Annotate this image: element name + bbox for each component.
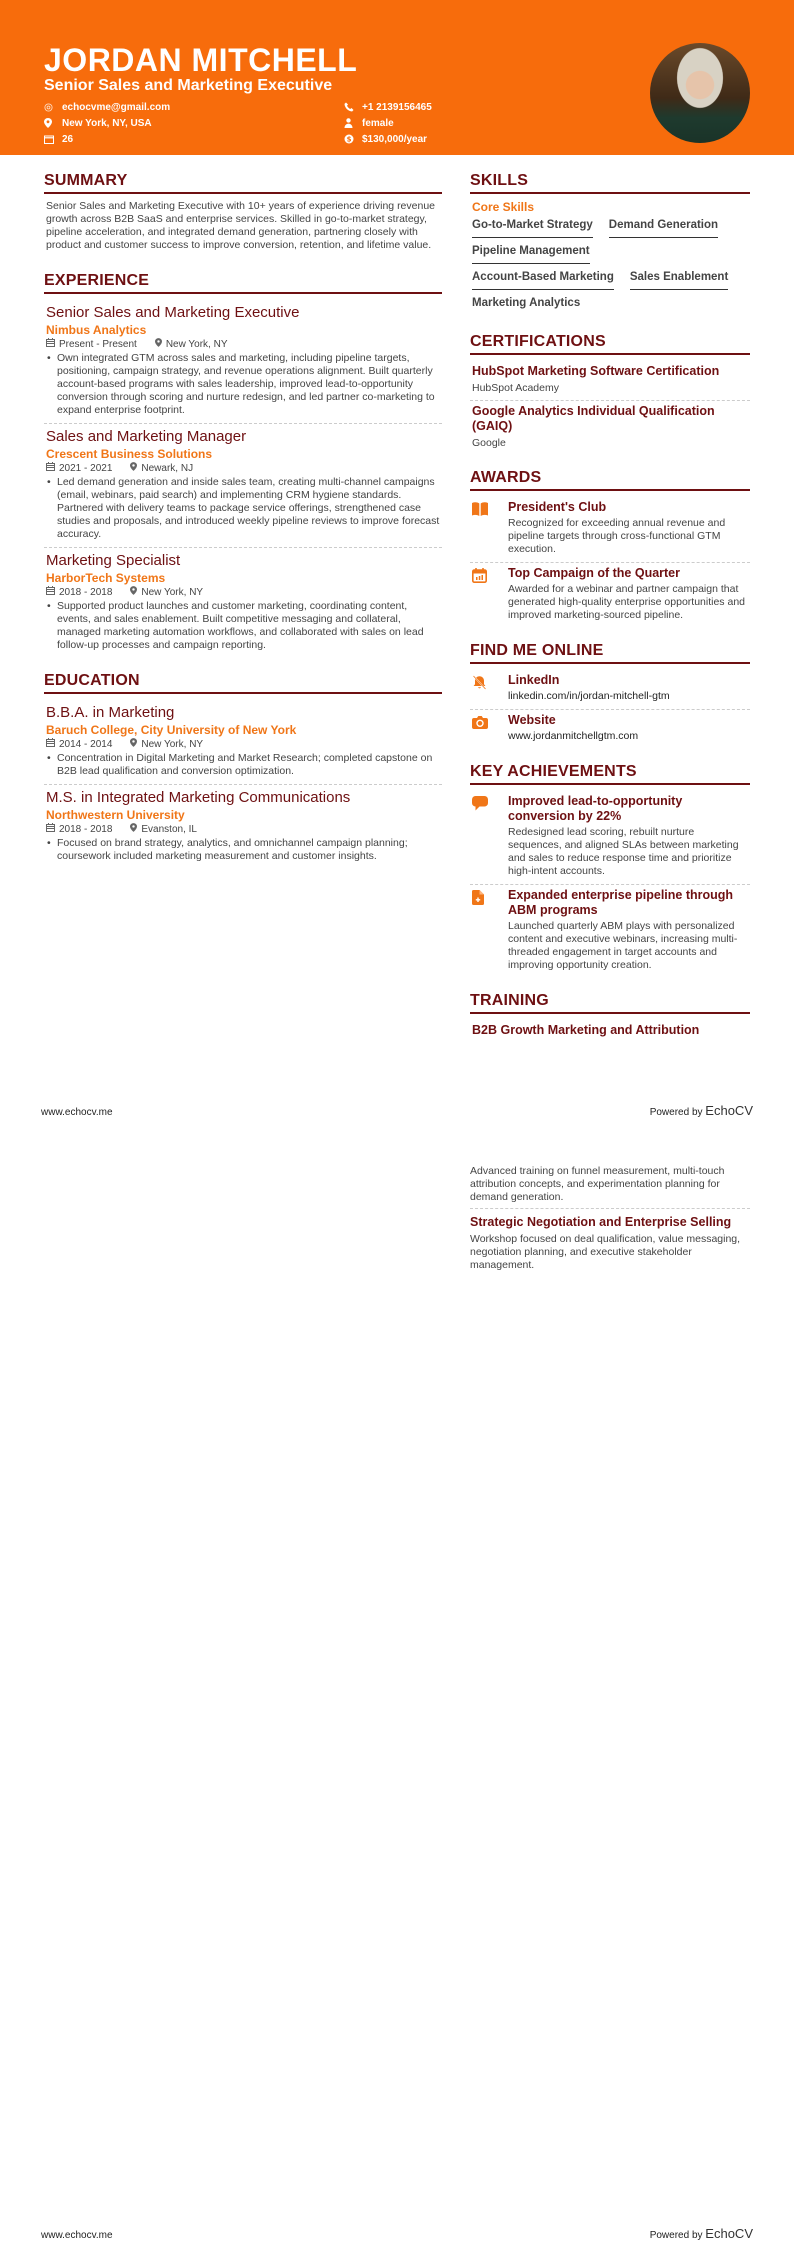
left-column [44, 172, 442, 883]
summary-text: Senior Sales and Marketing Executive with 10+ years of experience driving revenue growth across B2B SaaS and enterprise services. Skilled in go-to-market strategy, pipeline acceleration, and integrated demand generation, partnering closely with product and customer success to improve conversion, retention, and lifetime value. [46, 200, 436, 251]
experience-section [44, 272, 442, 658]
skills-section [470, 172, 750, 319]
date-range: Present - Present [59, 339, 137, 350]
footer-brand[interactable]: EchoCV [705, 1103, 753, 1118]
find-me-online-section [470, 642, 750, 749]
calendar-icon [46, 586, 55, 599]
skill-tag: Pipeline Management [472, 242, 590, 264]
experience-entry [44, 300, 442, 424]
page-footer [41, 2226, 753, 2241]
skill-tag: Marketing Analytics [472, 297, 581, 309]
footer-powered-by: Powered by EchoCV [649, 2226, 753, 2241]
company-name: Nimbus Analytics [46, 323, 147, 337]
institution: Northwestern University [46, 808, 185, 822]
certification-title: HubSpot Marketing Software Certification [472, 364, 720, 378]
skill-tag: Account-Based Marketing [472, 268, 614, 290]
dollar-circle-icon [344, 134, 362, 144]
summary-section [44, 172, 442, 252]
section-heading: TRAINING [470, 992, 750, 1014]
camera-icon [472, 713, 508, 743]
training-overflow [470, 1165, 750, 1272]
calendar-chart-icon [472, 566, 508, 622]
experience-entry [44, 424, 442, 548]
award-description: Recognized for exceeding annual revenue and pipeline targets through cross-functional GTM execution. [508, 517, 726, 555]
book-open-icon [472, 500, 508, 556]
training-description: Workshop focused on deal qualification, value messaging, negotiation planning, and executive stakeholder management. [470, 1233, 741, 1271]
institution: Baruch College, City University of New York [46, 723, 297, 737]
job-title: Marketing Specialist [46, 552, 181, 569]
svg-text:$: $ [346, 135, 352, 144]
contact-salary: $ $130,000/year [344, 131, 432, 147]
online-profile-entry[interactable] [470, 710, 750, 749]
candidate-name: JORDAN MITCHELL [44, 42, 358, 78]
footer-site-link[interactable]: www.echocv.me [41, 2230, 113, 2241]
certification-entry [470, 361, 750, 401]
contact-email[interactable]: echocvme@gmail.com [44, 99, 170, 115]
certification-entry [470, 401, 750, 455]
profile-link[interactable]: www.jordanmitchellgtm.com [508, 730, 639, 742]
profile-photo [650, 43, 750, 143]
training-title: Strategic Negotiation and Enterprise Selling [470, 1215, 732, 1229]
award-entry [470, 497, 750, 563]
at-icon [44, 103, 62, 112]
candidate-title: Senior Sales and Marketing Executive [44, 77, 333, 94]
award-description: Awarded for a webinar and partner campaign that generated high-quality enterprise opportunities and improved marketing-sourced pipeline. [508, 583, 745, 621]
calendar-icon [46, 823, 55, 836]
company-name: Crescent Business Solutions [46, 447, 213, 461]
person-icon [344, 118, 362, 128]
company-name: HarborTech Systems [46, 571, 166, 585]
section-heading: CERTIFICATIONS [470, 333, 750, 355]
education-entry [44, 700, 442, 785]
footer-powered-by: Powered by EchoCV [649, 1103, 753, 1118]
footer-brand[interactable]: EchoCV [705, 2226, 753, 2241]
achievement-description: Launched quarterly ABM plays with personalized content and executive webinars, increasing multi-threaded engagement in target accounts and improving opportunity creation. [508, 920, 738, 971]
degree: B.B.A. in Marketing [46, 704, 175, 721]
achievement-entry [470, 791, 750, 885]
date-range: 2014 - 2014 [59, 739, 113, 750]
date-range: 2021 - 2021 [59, 463, 113, 474]
awards-section [470, 469, 750, 628]
calendar-icon [44, 135, 62, 144]
skill-category: Core Skills [472, 200, 535, 214]
description-bullet: • Supported product launches and customer marketing, coordinating content, events, and sales enablement. Built competitive messaging and collateral, managed marketing automation workflows, and collaborated with sales on lead follow-up processes and campaign reporting. [46, 600, 442, 652]
calendar-icon [46, 338, 55, 351]
chat-bubble-icon [472, 794, 508, 878]
contact-location: New York, NY, USA [44, 115, 170, 131]
phone-icon [344, 102, 362, 112]
education-section [44, 672, 442, 869]
location-pin-icon [155, 338, 162, 351]
certifications-section [470, 333, 750, 455]
key-achievements-section [470, 763, 750, 978]
location-pin-icon [130, 462, 137, 475]
resume-header [0, 0, 794, 155]
certification-issuer: Google [472, 437, 506, 449]
footer-site-link[interactable]: www.echocv.me [41, 1107, 113, 1118]
calendar-icon [46, 462, 55, 475]
location-pin-icon [130, 738, 137, 751]
location-pin-icon [44, 118, 62, 128]
education-entry [44, 785, 442, 869]
date-range: 2018 - 2018 [59, 824, 113, 835]
description-bullet: • Focused on brand strategy, analytics, and omnichannel campaign planning; coursework included marketing measurement and customer insights. [46, 837, 442, 863]
section-heading: EDUCATION [44, 672, 442, 694]
section-heading: KEY ACHIEVEMENTS [470, 763, 750, 785]
bell-slash-icon [472, 673, 508, 703]
achievement-title: Improved lead-to-opportunity conversion by 22% [508, 794, 683, 823]
contact-gender: female [344, 115, 432, 131]
section-heading: FIND ME ONLINE [470, 642, 750, 664]
section-heading: SKILLS [470, 172, 750, 194]
training-section [470, 992, 750, 1043]
divider [470, 1208, 750, 1209]
training-description: Advanced training on funnel measurement, multi-touch attribution concepts, and experimentation planning for demand generation. [470, 1165, 725, 1203]
location: Evanston, IL [141, 824, 197, 835]
page-footer [41, 1103, 753, 1118]
description-bullet: • Led demand generation and inside sales team, creating multi-channel campaigns (email, webinars, paid search) and implementing CRM hygiene standards. Partnered with delivery teams to package service offerings, strengthened case studies and proposals, and introduced weekly pipeline reviews to improve forecast accuracy. [46, 476, 442, 541]
right-column [470, 172, 750, 1057]
location: Newark, NJ [141, 463, 194, 474]
job-title: Senior Sales and Marketing Executive [46, 304, 300, 321]
certification-title: Google Analytics Individual Qualification (GAIQ) [472, 404, 715, 433]
description-bullet: • Concentration in Digital Marketing and Market Research; completed capstone on B2B lead qualification and conversion optimization. [46, 752, 442, 778]
section-heading: EXPERIENCE [44, 272, 442, 294]
award-title: Top Campaign of the Quarter [508, 566, 680, 580]
training-title: B2B Growth Marketing and Attribution [472, 1023, 700, 1037]
contact-phone[interactable]: +1 2139156465 [344, 99, 432, 115]
profile-label: LinkedIn [508, 673, 560, 687]
skill-tag: Sales Enablement [630, 268, 728, 290]
location-pin-icon [130, 823, 137, 836]
section-heading: AWARDS [470, 469, 750, 491]
skill-tag: Demand Generation [609, 216, 718, 238]
section-heading: SUMMARY [44, 172, 442, 194]
job-title: Sales and Marketing Manager [46, 428, 247, 445]
location: New York, NY [141, 739, 204, 750]
online-profile-entry[interactable] [470, 670, 750, 710]
profile-label: Website [508, 713, 556, 727]
location: New York, NY [141, 587, 204, 598]
experience-entry [44, 548, 442, 658]
location-pin-icon [130, 586, 137, 599]
calendar-icon [46, 738, 55, 751]
award-title: President's Club [508, 500, 607, 514]
contact-age: 26 [44, 131, 170, 147]
skill-tag: Go-to-Market Strategy [472, 216, 593, 238]
achievement-entry [470, 885, 750, 978]
date-range: 2018 - 2018 [59, 587, 113, 598]
training-entry [470, 1020, 750, 1043]
profile-link[interactable]: linkedin.com/in/jordan-mitchell-gtm [508, 690, 670, 702]
degree: M.S. in Integrated Marketing Communications [46, 789, 351, 806]
description-bullet: • Own integrated GTM across sales and marketing, including pipeline targets, positioning, campaign strategy, and revenue operations alignment. Built quarterly account-based programs with sales leadership, improved lead-to-opportunity conversion through scoring and nurture redesign, and led partner co-marketing to expand enterprise footprint. [46, 352, 442, 417]
achievement-title: Expanded enterprise pipeline through ABM programs [508, 888, 734, 917]
file-plus-icon [472, 888, 508, 972]
certification-issuer: HubSpot Academy [472, 382, 559, 394]
award-entry [470, 563, 750, 628]
location: New York, NY [165, 339, 228, 350]
achievement-description: Redesigned lead scoring, rebuilt nurture sequences, and aligned SLAs between marketing and sales to reduce response time and prioritize high-intent accounts. [508, 826, 739, 877]
